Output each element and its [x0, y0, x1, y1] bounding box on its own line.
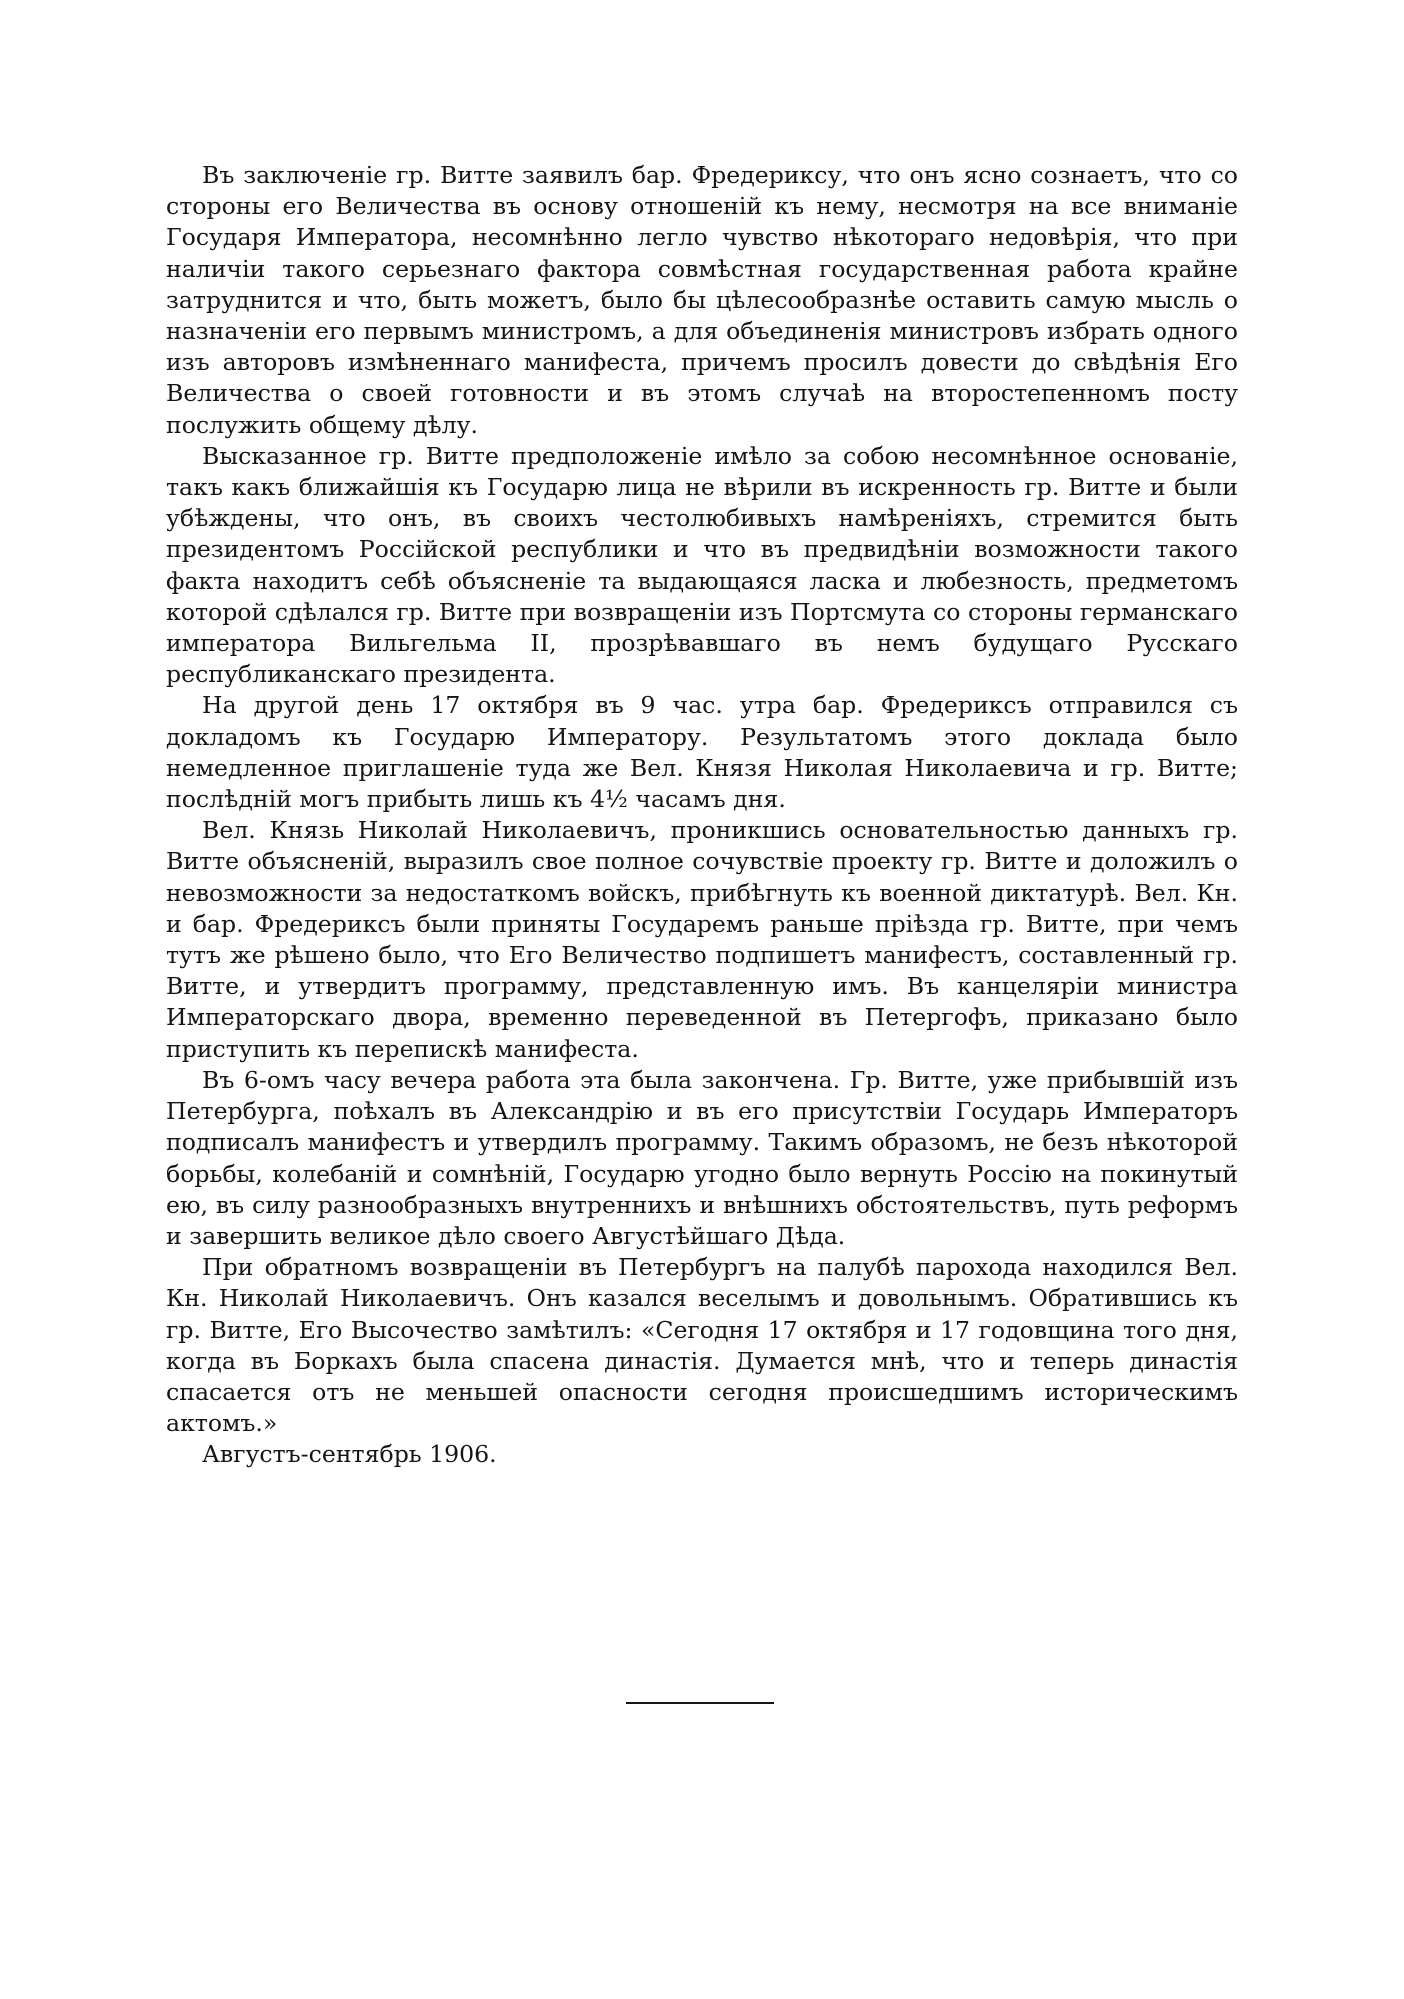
paragraph-6: При обратномъ возвращеніи въ Петербургъ на палубѣ парохода находился Вел. Кн. Николай Николаевичъ. Онъ казался веселымъ и довольнымъ. Обратившись къ гр. Витте, Его Высочество замѣтилъ: «Сегодня 17 октября и 17 годовщина того дня, когда въ Боркахъ была спасена династія. Думается мнѣ, что и теперь династія спасается отъ не меньшей опасности сегодня происшедшимъ историческимъ актомъ.»: [166, 1253, 1238, 1438]
body-text: [166, 160, 1238, 1471]
paragraph-5: Въ 6-омъ часу вечера работа эта была закончена. Гр. Витте, уже прибывшій изъ Петербурга, поѣхалъ въ Александрію и въ его присутствіи Государь Императоръ подписалъ манифестъ и утвердилъ программу. Такимъ образомъ, не безъ нѣкоторой борьбы, колебаній и сомнѣній, Государю угодно было вернуть Россію на покинутый ею, въ силу разнообразныхъ внутреннихъ и внѣшнихъ обстоятельствъ, путь реформъ и завершить великое дѣло своего Августѣйшаго Дѣда.: [166, 1065, 1238, 1250]
closing-rule: [626, 1702, 774, 1704]
paragraph-3: На другой день 17 октября въ 9 час. утра бар. Фредериксъ отправился съ докладомъ къ Государю Императору. Результатомъ этого доклада было немедленное приглашеніе туда же Вел. Князя Николая Николаевича и гр. Витте; послѣдній могъ прибыть лишь къ 4½ часамъ дня.: [166, 691, 1238, 814]
paragraph-1: Въ заключеніе гр. Витте заявилъ бар. Фредериксу, что онъ ясно сознаетъ, что со стороны его Величества въ основу отношеній къ нему, несмотря на все вниманіе Государя Императора, несомнѣнно легло чувство нѣкотораго недовѣрія, что при наличіи такого серьезнаго фактора совмѣстная государственная работа крайне затруднится и что, быть можетъ, было бы цѣлесообразнѣе оставить самую мысль о назначеніи его первымъ министромъ, а для объединенія министровъ избрать одного изъ авторовъ измѣненнаго манифеста, причемъ просилъ довести до свѣдѣнія Его Величества о своей готовности и въ этомъ случаѣ на второстепенномъ посту послужить общему дѣлу.: [166, 161, 1238, 439]
paragraph-2: Высказанное гр. Витте предположеніе имѣло за собою несомнѣнное основаніе, такъ какъ ближайшія къ Государю лица не вѣрили въ искренность гр. Витте и были убѣждены, что онъ, въ своихъ честолюбивыхъ намѣреніяхъ, стремится быть президентомъ Россійской республики и что въ предвидѣніи возможности такого факта находитъ себѣ объясненіе та выдающаяся ласка и любезность, предметомъ которой сдѣлался гр. Витте при возвращеніи изъ Портсмута со стороны германскаго императора Вильгельма II, прозрѣвавшаго въ немъ будущаго Русскаго республиканскаго президента.: [166, 441, 1238, 689]
dateline: Августъ-сентябрь 1906.: [202, 1440, 497, 1469]
paragraph-4: Вел. Князь Николай Николаевичъ, проникшись основательностью данныхъ гр. Витте объясненій, выразилъ свое полное сочувствіе проекту гр. Витте и доложилъ о невозможности за недостаткомъ войскъ, прибѣгнуть къ военной диктатурѣ. Вел. Кн. и бар. Фредериксъ были приняты Государемъ раньше пріѣзда гр. Витте, при чемъ тутъ же рѣшено было, что Его Величество подпишетъ манифестъ, составленный гр. Витте, и утвердитъ программу, представленную имъ. Въ канцеляріи министра Императорскаго двора, временно переведенной въ Петергофъ, приказано было приступить къ перепискѣ манифеста.: [166, 816, 1238, 1063]
